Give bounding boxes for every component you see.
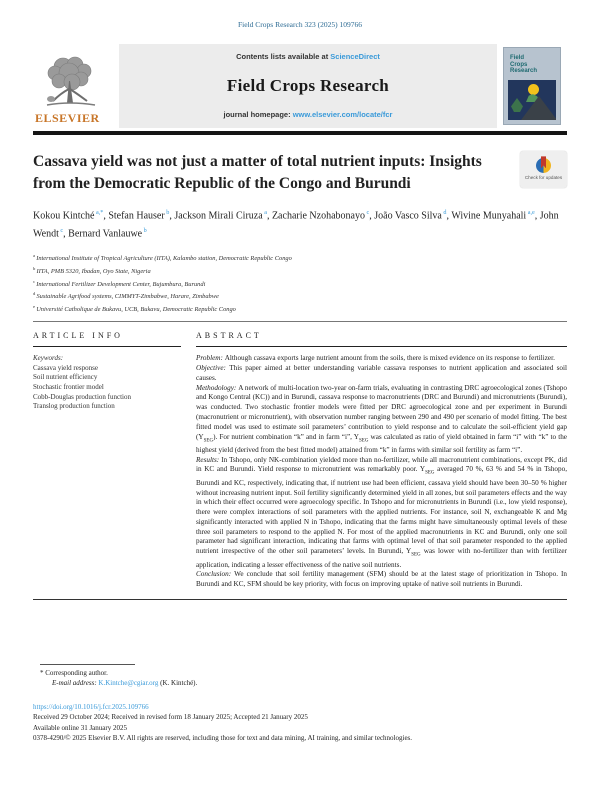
abstract-heading: ABSTRACT: [196, 331, 262, 341]
article-title: Cassava yield was not just a matter of total nutrient inputs: Insights from the Democratic Republic of the Congo and Burundi: [33, 153, 482, 192]
affiliation-sup: b: [33, 265, 37, 271]
affiliation-line: $^e$ Université Catholique de Bukavu, UCB, Bukavu, Democratic Republic Congo: [33, 304, 236, 314]
keyword-item: Soil nutrient efficiency: [33, 373, 98, 382]
author-affiliation-sup: a,*: [94, 209, 104, 216]
keyword-item: Stochastic frontier model: [33, 383, 104, 392]
abstract-paragraph: Conclusion: We conclude that soil fertility management (SFM) should be at the latest stage of prioritization in Tshopo. In Burundi and KC, SFM should be key priority, with focus on improving uptake of native soil nutrients in Burundi.: [196, 570, 568, 589]
author-name: Stefan Hauser: [108, 210, 165, 222]
cover-title-line: Research: [510, 68, 538, 74]
cover-title: [510, 55, 537, 75]
affiliation-line: $^d$ Sustainable Agrifood systems, CIMMYT-Zimbabwe, Harare, Zimbabwe: [33, 291, 219, 301]
elsevier-logo: [33, 44, 119, 128]
journal-homepage-link[interactable]: www.elsevier.com/locate/fcr: [292, 110, 393, 119]
author-affiliation-sup: c: [58, 227, 64, 235]
author-affiliation-sup: d: [441, 209, 447, 216]
title-row: [33, 151, 567, 194]
section-divider: [33, 321, 567, 322]
abstract-paragraph: Objective: This paper aimed at better understanding variable cassava responses to nutrient application and associated soil causes.: [196, 364, 567, 382]
abstract-section-label: Methodology:: [196, 383, 239, 392]
email-label: E-mail address:: [52, 678, 97, 687]
crossmark-ribbon-icon: [541, 156, 546, 168]
journal-cover-block: [497, 44, 567, 128]
affiliation-line: $^b$ IITA, PMB 5320, Ibadan, Oyo State, Nigeria: [33, 265, 151, 275]
journal-masthead: [33, 44, 567, 128]
abstract-section-label: Problem:: [196, 354, 225, 363]
footnote-rule: [40, 664, 135, 665]
contents-list-line: [236, 52, 380, 61]
cover-sun-icon: [528, 84, 539, 95]
affiliation-list: [33, 251, 567, 316]
email-suffix: (K. Kintché).: [158, 678, 198, 687]
email-link[interactable]: K.Kintche@cgiar.org: [98, 678, 159, 687]
received-dates: Received 29 October 2024; Received in revised form 18 January 2025; Accepted 21 January 2025: [33, 713, 308, 722]
crossmark-icon: [536, 158, 551, 173]
keyword-item: Cobb-Douglas production function: [33, 392, 131, 401]
masthead-center: [119, 44, 497, 128]
heading-rule: [33, 346, 181, 347]
heading-rule: [196, 346, 567, 347]
author-name: John Wendt: [33, 210, 559, 240]
abstract-body: [196, 354, 567, 590]
available-online: Available online 31 January 2025: [33, 723, 127, 732]
author-affiliation-sup: c: [364, 209, 370, 216]
cover-title-line: Field: [510, 55, 525, 61]
doi-line: [33, 702, 567, 712]
affiliation-sup: a: [33, 252, 37, 258]
abstract-paragraph: Results: In Tshopo, only NK-combination yielded more than no-fertilizer, while all macronutrient combinations, except PK, did in KC and Burundi. Yield response to micronutrient was remarkably poor. $Y_{SEG}$ averaged 70 %, 63 % and 54 % in Tshopo, Burundi and KC, respectively, indicating that, if nutrient use had been efficient, cassava yield should have been 30–50 % higher without increasing nutrient input. Soil fertility significantly determined yield in all zones, but soil parameters effects and the way in which their effect occurred were agroecology specific. In Tshopo and for micronutrients in Burundi (i.e., low yield response), there were complex interactions of soil parameters with the applied nutrients. For instance, soil N, exchangeable K and Mg significantly interacted with applied N in Tshopo, indicating that the farms might have simultaneously optimal levels of these three soil parameters to respond to the applied N. For most of the applied macronutrients in KC and Burundi, only one soil parameter had significant interaction, indicating that farms with optimal level of that soil parameter responded to the applied nutrient irrespective of the other soil parameters’ levels. In Burundi, $Y_{SEG}$ was lower with no-fertilizer than with fertilizer application, indicating a lesser effectiveness of the native soil nutrients.: [196, 455, 568, 569]
corresponding-author-note: * Corresponding author.: [40, 668, 108, 677]
article-info-column: [33, 331, 181, 590]
journal-title: Field Crops Research: [226, 75, 390, 95]
affiliation-sup: d: [33, 291, 37, 297]
journal-citation-header: Field Crops Research 323 (2025) 109766: [238, 20, 362, 29]
keywords-label: Keywords:: [33, 354, 64, 363]
doi-link[interactable]: https://doi.org/10.1016/j.fcr.2025.109766: [33, 702, 149, 711]
masthead-divider-bar: [33, 131, 567, 135]
elsevier-tree-icon: [39, 55, 101, 111]
affiliation-line: $^c$ International Fertilizer Development Center, Bujumbura, Burundi: [33, 278, 206, 288]
cover-mountain-icon: [521, 96, 556, 120]
abstract-paragraph: Problem: Although cassava exports large nutrient amount from the soils, there is mixed evidence on its response to fertilizer.: [196, 354, 555, 363]
sciencedirect-link[interactable]: ScienceDirect: [330, 52, 380, 61]
author-name: Zacharie Nzohabonayo: [271, 210, 365, 222]
homepage-line: [224, 110, 393, 119]
article-info-heading: ARTICLE INFO: [33, 331, 123, 341]
abstract-section-label: Conclusion:: [196, 570, 235, 579]
footnote-block: [40, 664, 567, 688]
author-name: Kokou Kintché: [33, 210, 95, 222]
author-name: João Vasco Silva: [374, 210, 442, 222]
author-list: Kokou Kintché $^{a,*}$, Stefan Hauser $^b$, Jackson Mirali Ciruza $^a$, Zacharie Nzohabonayo $^c$, João Vasco Silva $^d$, Wivine Munyahali $^{a,e}$, John Wendt $^c$, Bernard Vanlauwe $^b$: [33, 209, 559, 240]
affiliation-sup: c: [33, 278, 37, 284]
journal-cover-thumbnail: [503, 47, 561, 125]
info-abstract-columns: [33, 331, 567, 590]
author-affiliation-sup: a: [262, 209, 267, 216]
cover-title-line: Crops: [510, 61, 528, 68]
author-affiliation-sup: b: [142, 227, 147, 235]
author-affiliation-sup: a,e: [526, 209, 535, 216]
cover-artwork: [508, 80, 556, 120]
homepage-prefix: journal homepage:: [223, 110, 293, 119]
abstract-paragraph: Methodology: A network of multi-location two-year on-farm trials, evaluating in contrasting DRC agroecological zones (Tshopo and Kongo Central (KC)) and in Burundi, cassava response to macronutrients (DRC and Burundi) and micronutrients (Burundi), was conducted. Two stochastic frontier models were fitted per DRC agroecological zone and per experiment in Burundi (macronutrient or micronutrient), with observation number ranging between 290 and 490 per scenario of model fitting. The best fitted model was used to estimate soil parameters’ contribution to yield response and to calculate the soil-efficient yield gap $(Y_{SEG})$. For nutrient combination “k” and in farm “i”, $Y_{SEG}$ was calculated as ratio of yield obtained in farm “i” with “k” to the highest yield (derived from the best fitted model) attained from “k” in farms with similar soil fertility as farm “i”.: [196, 383, 567, 454]
author-name: Jackson Mirali Ciruza: [174, 210, 263, 222]
author-affiliation-sup: b: [164, 209, 170, 216]
check-for-updates-label: Check for updates: [524, 175, 563, 181]
abstract-bottom-rule: [33, 599, 567, 600]
publication-info: [33, 702, 567, 744]
author-name: Wivine Munyahali: [451, 210, 527, 222]
abstract-section-label: Objective:: [196, 364, 230, 373]
author-name: Bernard Vanlauwe: [68, 228, 143, 240]
affiliation-sup: e: [33, 304, 37, 310]
copyright-line: 0378-4290/© 2025 Elsevier B.V. All rights are reserved, including those for text and data mining, AI training, and similar technologies.: [33, 734, 413, 743]
abstract-column: [196, 331, 567, 590]
keyword-item: Translog production function: [33, 402, 115, 411]
abstract-section-label: Results:: [196, 455, 222, 464]
keyword-item: Cassava yield response: [33, 363, 98, 372]
elsevier-wordmark: ELSEVIER: [35, 111, 100, 125]
affiliation-line: $^a$ International Institute of Tropical Agriculture (IITA), Kalambo station, Democratic Republic Congo: [33, 252, 292, 262]
check-for-updates-badge[interactable]: [520, 151, 567, 188]
keywords-list: [33, 364, 181, 412]
email-line: [40, 678, 567, 688]
contents-prefix: Contents lists available at: [236, 52, 331, 61]
